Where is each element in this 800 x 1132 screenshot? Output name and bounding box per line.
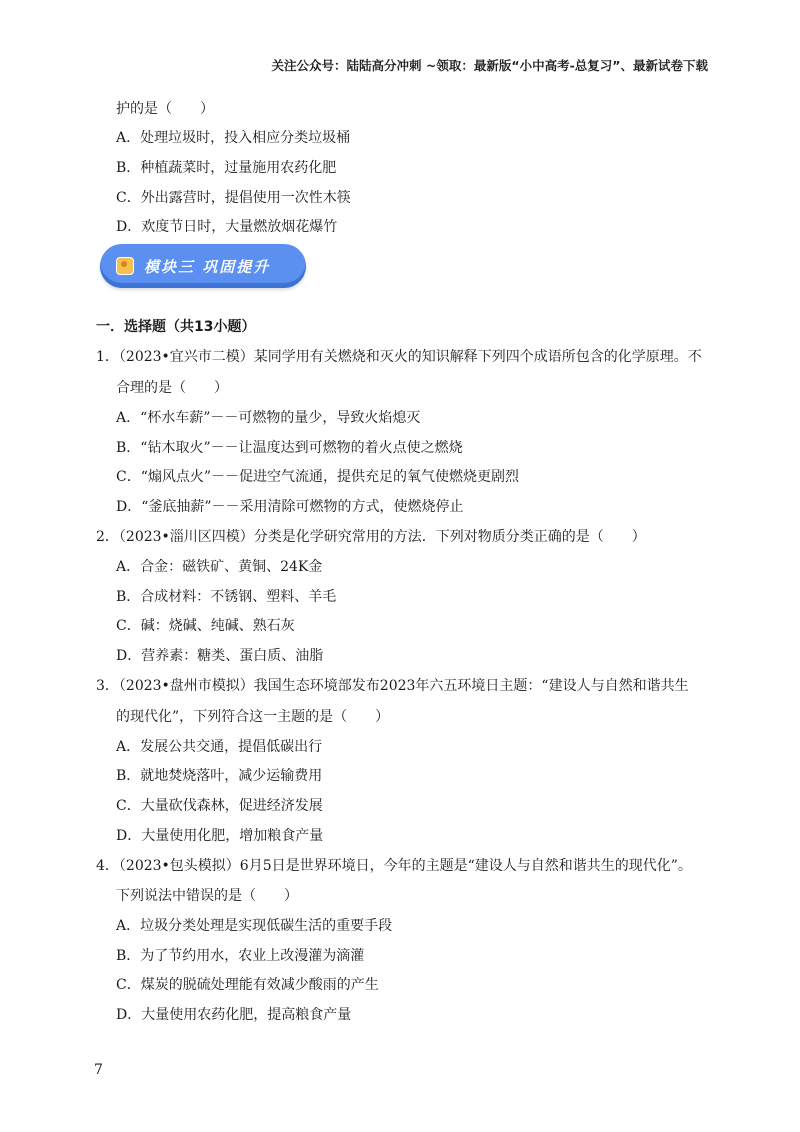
question-1-option-b: B．“钻木取火”－－让温度达到可燃物的着火点使之燃烧 [116, 440, 463, 456]
question-4-stem-cont: 下列说法中错误的是（ ） [116, 888, 298, 904]
question-1-option-a: A．“杯水车薪”－－可燃物的量少，导致火焰熄灭 [116, 410, 421, 426]
question-1-option-c: C．“煽风点火”－－促进空气流通，提供充足的氧气使燃烧更剧烈 [116, 469, 520, 485]
question-stem-tail: 护的是（ ） [116, 101, 214, 117]
option-b: B．种植蔬菜时，过量施用农药化肥 [116, 160, 337, 176]
option-d: D．欢度节日时，大量燃放烟花爆竹 [116, 219, 338, 235]
question-4-option-a: A．垃圾分类处理是实现低碳生活的重要手段 [116, 918, 393, 934]
question-2-option-b: B．合成材料：不锈钢、塑料、羊毛 [116, 589, 337, 605]
question-1-stem-cont: 合理的是（ ） [116, 380, 228, 396]
trophy-icon [116, 257, 134, 275]
question-4-stem: 4．（2023•包头模拟）6月5日是世界环境日，今年的主题是“建设人与自然和谐共生的现代化”。 [96, 858, 692, 874]
question-3-option-b: B．就地焚烧落叶，减少运输费用 [116, 768, 323, 784]
module-banner [100, 244, 306, 288]
question-3-stem-cont: 的现代化”，下列符合这一主题的是（ ） [116, 709, 390, 725]
question-1-stem: 1．（2023•宜兴市二模）某同学用有关燃烧和灭火的知识解释下列四个成语所包含的化学原理。不 [96, 349, 702, 365]
page-number: 7 [94, 1062, 103, 1078]
question-1-option-d: D．“釜底抽薪”－－采用清除可燃物的方式，使燃烧停止 [116, 499, 464, 515]
banner-label: 模块三 巩固提升 [144, 257, 271, 276]
question-2-option-a: A．合金：磁铁矿、黄铜、24K金 [116, 559, 323, 575]
question-2-option-c: C．碱：烧碱、纯碱、熟石灰 [116, 618, 295, 634]
page-header: 关注公众号：陆陆高分冲刺 ~领取：最新版“小中高考-总复习”、最新试卷下载 [271, 58, 708, 73]
question-4-option-d: D．大量使用农药化肥，提高粮食产量 [116, 1007, 352, 1023]
question-2-option-d: D．营养素：糖类、蛋白质、油脂 [116, 648, 324, 664]
question-4-option-b: B．为了节约用水，农业上改漫灌为滴灌 [116, 948, 365, 964]
option-c: C．外出露营时，提倡使用一次性木筷 [116, 190, 351, 206]
question-4-option-c: C．煤炭的脱硫处理能有效减少酸雨的产生 [116, 977, 379, 993]
question-3-option-d: D．大量使用化肥，增加粮食产量 [116, 828, 324, 844]
section-title: 一．选择题（共13小题） [96, 319, 256, 335]
question-3-stem: 3．（2023•盘州市模拟）我国生态环境部发布2023年六五环境日主题：“建设人与自然和谐共生 [96, 678, 689, 694]
option-a: A．处理垃圾时，投入相应分类垃圾桶 [116, 130, 351, 146]
question-2-stem: 2．（2023•淄川区四模）分类是化学研究常用的方法．下列对物质分类正确的是（ ） [96, 529, 646, 545]
question-3-option-c: C．大量砍伐森林，促进经济发展 [116, 798, 323, 814]
question-3-option-a: A．发展公共交通，提倡低碳出行 [116, 739, 323, 755]
